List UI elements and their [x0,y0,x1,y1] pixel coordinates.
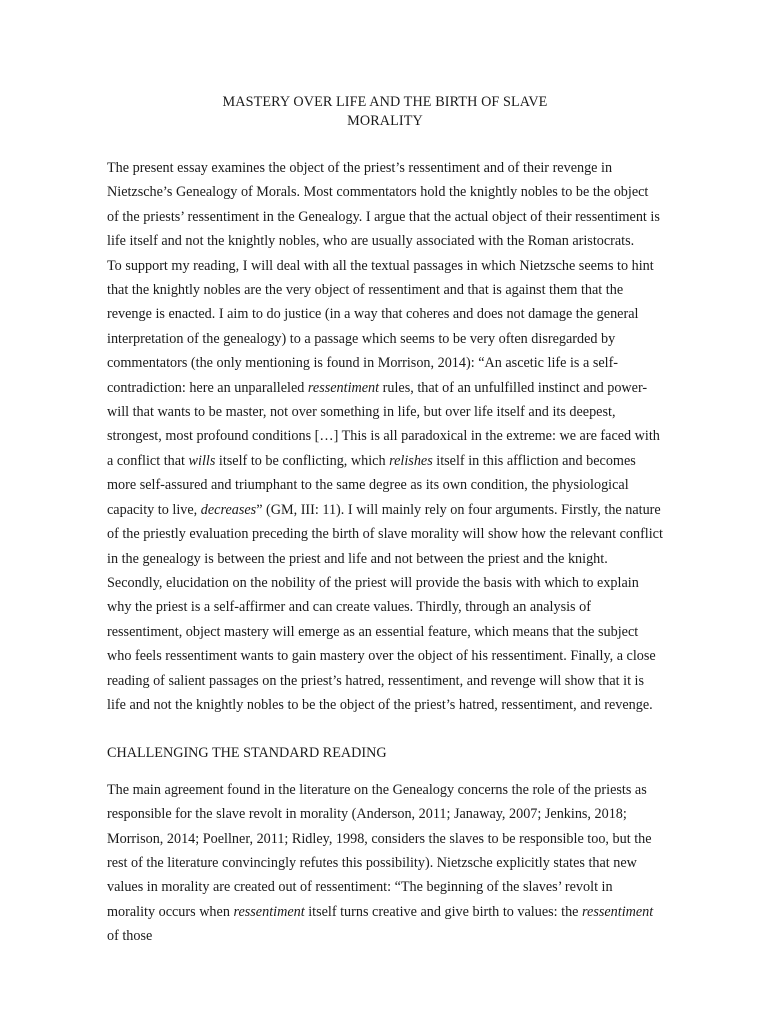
document-page [107,93,663,949]
title-line-1: MASTERY OVER LIFE AND THE BIRTH OF SLAVE [222,94,548,110]
italic-run: ressentiment [582,903,654,920]
text-run: of those [107,928,153,945]
italic-run: ressentiment [233,903,305,920]
section-heading: CHALLENGING THE STANDARD READING [107,745,387,762]
body-paragraph-2 [107,254,663,718]
text-run: The main agreement found in the literature on the Genealogy concerns the role of the priests as responsible for the slave revolt in morality (Anderson, 2011; Janaway, 2007; Jenkins, 2018; Morrison, 2014; Poellner, 2011; Ridley, 1998, considers the slaves to be responsible too, but the rest of the literature convincingly refutes this possibility). Nietzsche explicitly states that new values in morality are created out of ressentiment: “The beginning of the slaves’ revolt in morality occurs when [107,781,652,920]
italic-run: ressentiment [307,379,380,396]
text-run: itself to be conflicting, which [215,452,390,469]
body-paragraph-3 [107,778,663,949]
italic-run: decreases [200,501,257,518]
italic-run: wills [188,452,216,469]
text-run: rules, that of an unfulfilled instinct and power-will that wants to be master, not over something in life, but over life itself and its deepest, strongest, most profound conditions […] This is all paradoxical in the extreme: we are faced with a conflict that [107,379,660,469]
text-run: itself in this affliction and becomes more self-assured and triumphant to the same degree as its own condition, the physiological capacity to live, [107,452,636,518]
text-run: ” (GM, III: 11). I will mainly rely on four arguments. Firstly, the nature of the priestly evaluation preceding the birth of slave morality will show how the relevant conflict in the genealogy is between the priest and life and not between the priest and the knight. Secondly, elucidation on the nobility of the priest will provide the basis with which to explain why the priest is a self-affirmer and can create values. Thirdly, through an analysis of ressentiment, object mastery will emerge as an essential feature, which means that the subject who feels ressentiment wants to gain mastery over the object of his ressentiment. Finally, a close reading of salient passages on the priest’s hatred, ressentiment, and revenge will show that it is life and not the knightly nobles to be the object of the priest’s hatred, ressentiment, and revenge. [107,501,663,713]
title-line-2: MORALITY [347,113,423,129]
text-run: To support my reading, I will deal with all the textual passages in which Nietzsche seems to hint that the knightly nobles are the very object of ressentiment and that is against them that the revenge is enacted. I aim to do justice (in a way that coheres and does not damage the general interpretation of the genealogy) to a passage which seems to be very often disregarded by commentators (the only mentioning is found in Morrison, 2014): “An ascetic life is a self-contradiction: here an unparalleled [107,257,654,396]
abstract-paragraph: The present essay examines the object of the priest’s ressentiment and of their revenge in Nietzsche’s Genealogy of Morals. Most commentators hold the knightly nobles to be the object of the priests’ ressentiment in the Genealogy. I argue that the actual object of their ressentiment is life itself and not the knightly nobles, who are usually associated with the Roman aristocrats. [107,160,660,250]
page-title [107,93,663,131]
italic-run: relishes [389,452,433,469]
text-run: itself turns creative and give birth to values: the [304,903,583,920]
